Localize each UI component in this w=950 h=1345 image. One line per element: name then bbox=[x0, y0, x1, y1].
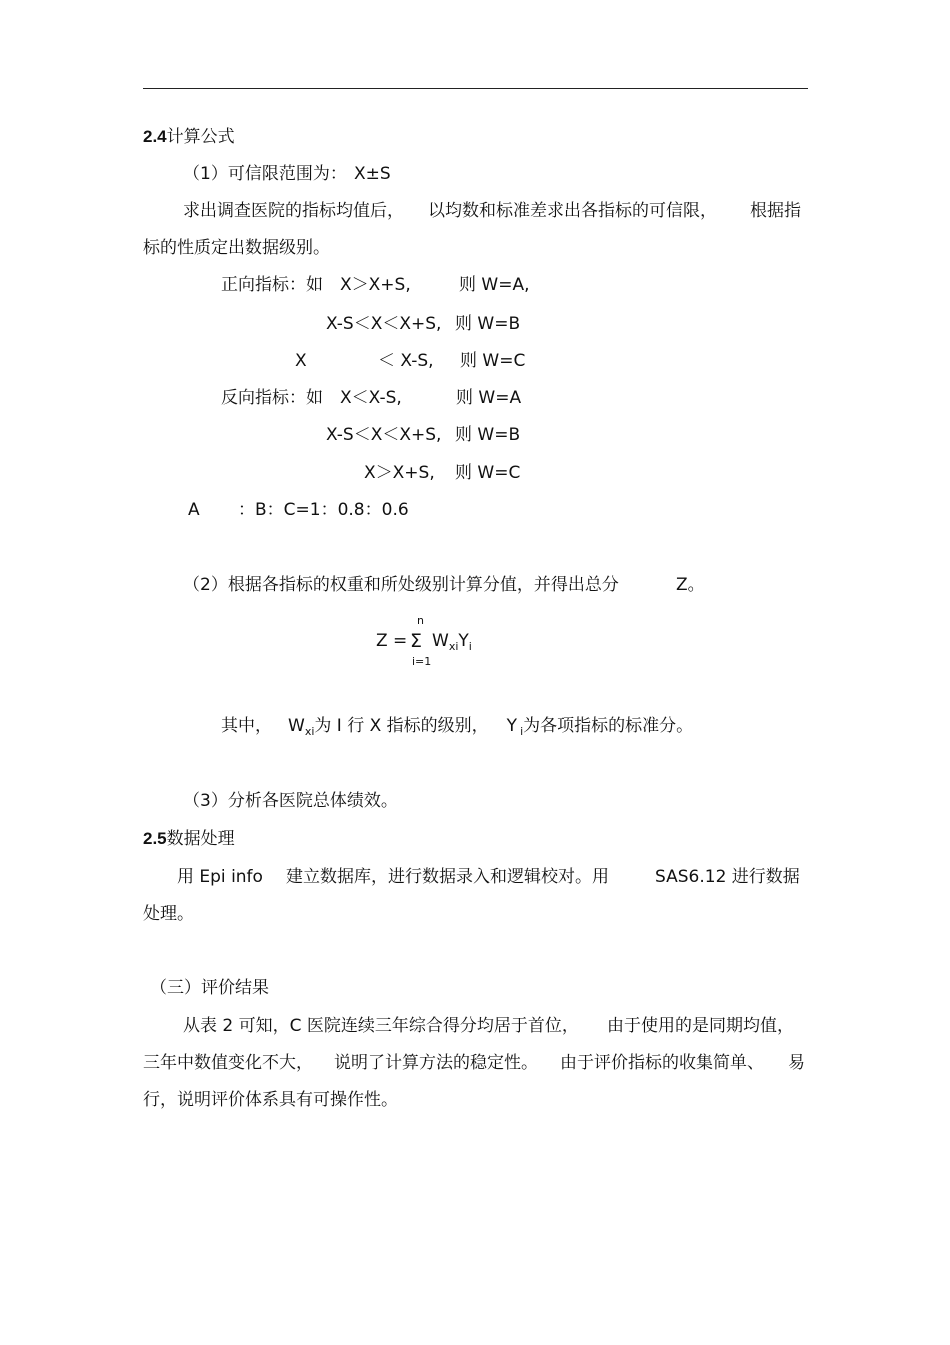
weight-symbol: W bbox=[432, 631, 449, 651]
paragraph-text: 由于评价指标的收集简单、 bbox=[560, 1053, 764, 1073]
paragraph-text: 建立数据库，进行数据录入和逻辑校对。用 bbox=[286, 867, 609, 887]
paragraph-text: （2）根据各指标的权重和所处级别计算分值，并得出总分 bbox=[183, 575, 619, 595]
sum-upper-limit: n bbox=[417, 614, 424, 627]
score-subscript: i bbox=[468, 640, 472, 653]
negative-indicator-label: 反向指标：如 bbox=[221, 388, 323, 408]
result: 则 W=C bbox=[460, 351, 526, 371]
weight-subscript: xi bbox=[448, 640, 459, 653]
section-title: 计算公式 bbox=[166, 127, 235, 147]
section-2-5-heading bbox=[143, 828, 235, 850]
sum-lower-limit: i=1 bbox=[412, 655, 432, 668]
paragraph-text: 标的性质定出数据级别。 bbox=[143, 238, 330, 258]
ratio-values: ：B：C=1：0.8：0.6 bbox=[238, 500, 409, 520]
condition: X＞X+S, bbox=[340, 275, 411, 295]
condition: X＜X-S, bbox=[340, 388, 402, 408]
condition: X-S＜X＜X+S, bbox=[326, 314, 442, 334]
section-title: 数据处理 bbox=[166, 829, 235, 849]
section-number: 2.5 bbox=[143, 829, 167, 848]
formula-explanation bbox=[221, 715, 693, 739]
formula-terms bbox=[432, 630, 472, 654]
paragraph-text: 用 Epi info bbox=[177, 867, 263, 887]
sigma-icon: Σ bbox=[410, 630, 423, 652]
header-rule bbox=[143, 88, 808, 89]
confidence-range-formula: X±S bbox=[354, 164, 391, 184]
paragraph-text: 由于使用的是同期均值， bbox=[607, 1016, 794, 1036]
result: 则 W=C bbox=[455, 463, 521, 483]
paragraph-text: Z。 bbox=[676, 575, 705, 595]
condition: X＞X+S, bbox=[364, 463, 435, 483]
paragraph-text: 求出调查医院的指标均值后， bbox=[183, 201, 404, 221]
paragraph-text: 根据指 bbox=[750, 201, 801, 221]
score-subscript: i bbox=[520, 725, 524, 738]
positive-indicator-label: 正向指标：如 bbox=[221, 275, 323, 295]
paragraph-text: SAS6.12 进行数据 bbox=[655, 867, 800, 887]
paragraph-text: 以均数和标准差求出各指标的可信限， bbox=[428, 201, 717, 221]
condition: X-S＜X＜X+S, bbox=[326, 425, 442, 445]
result: 则 W=A bbox=[456, 388, 522, 408]
weight-definition: 为 I 行 X 指标的级别， bbox=[314, 716, 489, 736]
weight-subscript: xi bbox=[304, 725, 315, 738]
paragraph-text: 三年中数值变化不大， bbox=[143, 1053, 313, 1073]
paragraph-text: 易 bbox=[788, 1053, 805, 1073]
condition-variable: X bbox=[295, 351, 307, 371]
where-prefix: 其中， bbox=[221, 716, 272, 736]
paragraph-text: 说明了计算方法的稳定性。 bbox=[334, 1053, 538, 1073]
result: 则 W=B bbox=[455, 314, 521, 334]
condition: ＜ X-S, bbox=[378, 351, 434, 371]
paragraph-text: 行，说明评价体系具有可操作性。 bbox=[143, 1090, 398, 1110]
paragraph-text: 处理。 bbox=[143, 904, 194, 924]
ratio-label: A bbox=[188, 500, 200, 520]
section-number: 2.4 bbox=[143, 127, 167, 146]
result: 则 W=A, bbox=[459, 275, 530, 295]
paragraph-text: （3）分析各医院总体绩效。 bbox=[183, 791, 398, 811]
result: 则 W=B bbox=[455, 425, 521, 445]
score-symbol: Y bbox=[458, 631, 469, 651]
section-2-4-heading bbox=[143, 126, 235, 148]
section-3-heading: （三）评价结果 bbox=[150, 978, 269, 998]
paragraph-text: 从表 2 可知，C 医院连续三年综合得分均居于首位， bbox=[183, 1016, 579, 1036]
score-definition: 为各项指标的标准分。 bbox=[523, 716, 694, 736]
formula-lhs: Z = bbox=[376, 631, 408, 651]
weight-symbol: W bbox=[288, 716, 305, 736]
confidence-range-label: （1）可信限范围为： bbox=[183, 164, 347, 184]
score-symbol: Y bbox=[506, 716, 518, 736]
